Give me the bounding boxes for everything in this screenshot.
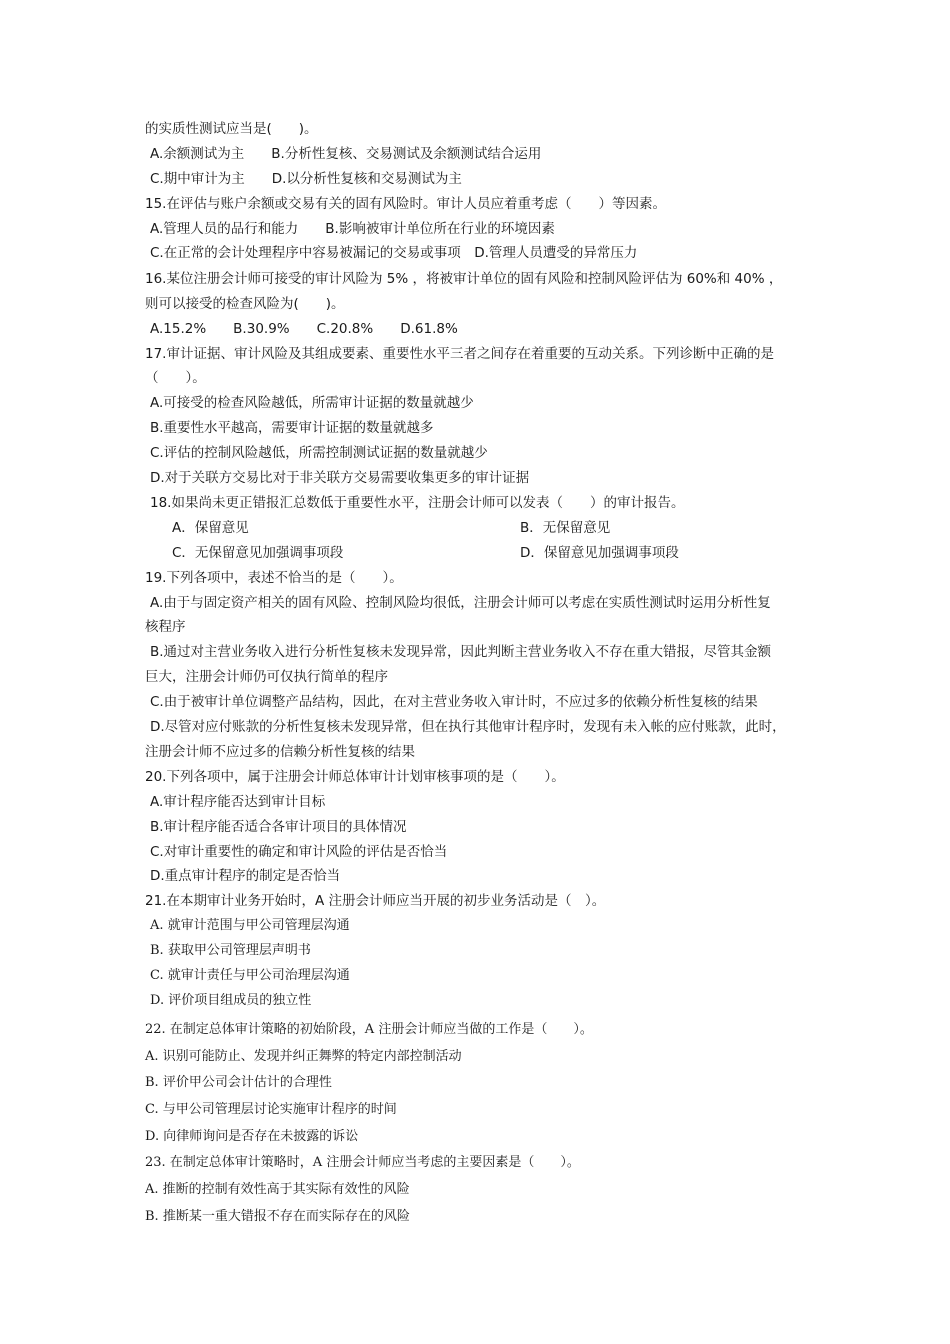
q15-options-cd: C.在正常的会计处理程序中容易被漏记的交易或事项 D.管理人员遭受的异常压力 — [150, 245, 638, 261]
q18-option-a: A．保留意见 — [172, 520, 249, 536]
q20-option-c: C.对审计重要性的确定和审计风险的评估是否恰当 — [150, 844, 448, 860]
question-21: 21.在本期审计业务开始时，A 注册会计师应当开展的初步业务活动是（ ）。 — [145, 893, 606, 909]
q20-option-b: B.审计程序能否适合各审计项目的具体情况 — [150, 819, 407, 835]
q17-option-d: D.对于关联方交易比对于非关联方交易需要收集更多的审计证据 — [150, 470, 530, 486]
q14-options-cd: C.期中审计为主 D.以分析性复核和交易测试为主 — [150, 171, 462, 187]
question-15: 15.在评估与账户余额或交易有关的固有风险时。审计人员应着重考虑（ ）等因素。 — [145, 196, 666, 212]
q19-option-b-line2: 巨大，注册会计师仍可仅执行简单的程序 — [145, 669, 388, 685]
question-17-line2: （ ）。 — [145, 370, 206, 386]
q21-option-c: C. 就审计责任与甲公司治理层沟通 — [150, 968, 350, 983]
q20-option-a: A.审计程序能否达到审计目标 — [150, 794, 326, 810]
q17-option-c: C.评估的控制风险越低，所需控制测试证据的数量就越少 — [150, 445, 488, 461]
q19-option-c: C.由于被审计单位调整产品结构，因此，在对主营业务收入审计时，不应过多的依赖分析性复核的结果 — [150, 694, 758, 710]
question-14-continuation: 的实质性测试应当是( )。 — [145, 121, 318, 137]
q20-option-d: D.重点审计程序的制定是否恰当 — [150, 868, 341, 884]
question-16: 16.某位注册会计师可接受的审计风险为 5% ，将被审计单位的固有风险和控制风险评估为 60%和 40% ， — [145, 271, 783, 287]
q22-option-a: A. 识别可能防止、发现并纠正舞弊的特定内部控制活动 — [145, 1049, 462, 1064]
q19-option-d-line2: 注册会计师不应过多的信赖分析性复核的结果 — [145, 744, 415, 760]
q21-option-d: D. 评价项目组成员的独立性 — [150, 993, 312, 1008]
q22-option-c: C. 与甲公司管理层讨论实施审计程序的时间 — [145, 1102, 397, 1117]
q16-options: A.15.2% B.30.9% C.20.8% D.61.8% — [150, 321, 458, 337]
q19-option-a: A.由于与固定资产相关的固有风险、控制风险均很低，注册会计师可以考虑在实质性测试时运用分析性复 — [150, 595, 771, 611]
q19-option-a-line2: 核程序 — [145, 619, 186, 635]
q18-option-b: B．无保留意见 — [520, 520, 611, 536]
q22-option-d: D. 向律师询问是否存在未披露的诉讼 — [145, 1129, 359, 1144]
q21-option-b: B. 获取甲公司管理层声明书 — [150, 943, 311, 958]
q23-option-a: A. 推断的控制有效性高于其实际有效性的风险 — [145, 1182, 410, 1197]
question-16-line2: 则可以接受的检查风险为( )。 — [145, 296, 345, 312]
q23-option-b: B. 推断某一重大错报不存在而实际存在的风险 — [145, 1209, 410, 1224]
question-20: 20.下列各项中，属于注册会计师总体审计计划审核事项的是（ ）。 — [145, 769, 565, 785]
q19-option-d: D.尽管对应付账款的分析性复核未发现异常，但在执行其他审计程序时，发现有未入帐的应付账款，此时， — [150, 719, 786, 735]
q18-option-d: D．保留意见加强调事项段 — [520, 545, 679, 561]
question-23: 23. 在制定总体审计策略时，A 注册会计师应当考虑的主要因素是（ ）。 — [145, 1155, 580, 1170]
q17-option-a: A.可接受的检查风险越低，所需审计证据的数量就越少 — [150, 395, 474, 411]
q22-option-b: B. 评价甲公司会计估计的合理性 — [145, 1075, 332, 1090]
q14-options-ab: A.余额测试为主 B.分析性复核、交易测试及余额测试结合运用 — [150, 146, 542, 162]
q19-option-b: B.通过对主营业务收入进行分析性复核未发现异常，因此判断主营业务收入不存在重大错报，尽管其金额 — [150, 644, 772, 660]
question-22: 22. 在制定总体审计策略的初始阶段，A 注册会计师应当做的工作是（ ）。 — [145, 1022, 593, 1037]
question-19: 19.下列各项中，表述不恰当的是（ ）。 — [145, 570, 403, 586]
question-18: 18.如果尚未更正错报汇总数低于重要性水平，注册会计师可以发表（ ）的审计报告。 — [150, 495, 685, 511]
q18-option-c: C．无保留意见加强调事项段 — [172, 545, 344, 561]
q15-options-ab: A.管理人员的品行和能力 B.影响被审计单位所在行业的环境因素 — [150, 221, 555, 237]
q17-option-b: B.重要性水平越高，需要审计证据的数量就越多 — [150, 420, 434, 436]
question-17: 17.审计证据、审计风险及其组成要素、重要性水平三者之间存在着重要的互动关系。下列诊断中正确的是 — [145, 346, 774, 362]
q21-option-a: A. 就审计范围与甲公司管理层沟通 — [150, 918, 350, 933]
